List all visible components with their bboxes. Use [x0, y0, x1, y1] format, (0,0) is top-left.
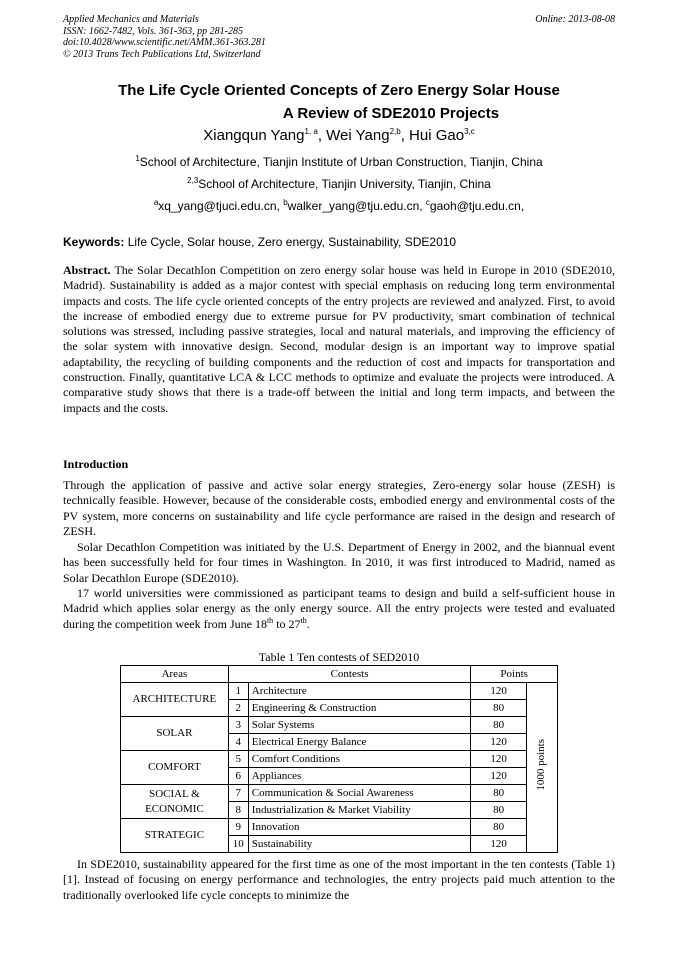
table-row: STRATEGIC 9 Innovation 80 — [121, 819, 558, 836]
closing-paragraph: In SDE2010, sustainability appeared for the first time as one of the most important in the ten contests (Table 1) [1]. Instead of focusing on energy performance and technologies, the entry projects paid much attention to the traditionally overlooked life cycle concepts to minimize the — [63, 857, 615, 902]
email-c: gaoh@tju.edu.cn, — [429, 199, 525, 213]
affiliation-1: $^1$School of Architecture, Tianjin Institute of Urban Construction, Tianjin, China — [135, 154, 543, 169]
table-row: ARCHITECTURE 1 Architecture 120 1000 points — [121, 683, 558, 700]
intro-paragraph-1: Through the application of passive and active solar energy strategies, Zero-energy solar house (ZESH) is technically feasible. However, because of the considerable costs, embodied energy and environmental costs of the PV system, more concerns on sustainability and life cycle performance are raised in the design and research of ZESH. — [63, 478, 615, 538]
total-points: 1000 points — [535, 739, 548, 791]
affiliation-2: $^{2,3}$School of Architecture, Tianjin University, Tianjin, China — [187, 176, 491, 191]
total-points-cell — [526, 683, 557, 853]
author-name: Wei Yang — [326, 127, 390, 144]
keywords-label: Keywords: — [63, 235, 125, 249]
issn-line: ISSN: 1662-7482, Vols. 361-363, pp 281-285 — [63, 25, 243, 37]
table-row: 8 Industrialization & Market Viability 80 — [121, 802, 558, 819]
table-row: 2 Engineering & Construction 80 — [121, 700, 558, 717]
abstract — [63, 263, 615, 416]
copyright-line: © 2013 Trans Tech Publications Ltd, Switzerland — [63, 48, 261, 60]
table-header-row — [121, 666, 558, 683]
author-name: Xiangqun Yang — [203, 127, 305, 144]
email-a: xq_yang@tjuci.edu.cn, — [158, 199, 284, 213]
doi-line: doi:10.4028/www.scientific.net/AMM.361-363.281 — [63, 37, 266, 48]
header-points: Points — [471, 666, 558, 683]
area-cell: STRATEGIC — [121, 819, 229, 853]
table-row: 6 Appliances 120 — [121, 768, 558, 785]
area-cell: ARCHITECTURE — [121, 683, 229, 717]
table-row: SOCIAL & ECONOMIC 7 Communication & Social Awareness 80 — [121, 785, 558, 802]
author-sup: 3,c — [464, 127, 475, 136]
paper-title-line-2: A Review of SDE2010 Projects — [282, 105, 500, 122]
email-list: $^a$xq_yang@tjuci.edu.cn, $^b$walker_yang@tju.edu.cn, $^c$gaoh@tju.edu.cn, — [153, 198, 525, 213]
table-caption: Table 1 Ten contests of SED2010 — [258, 650, 420, 664]
section-heading-introduction: Introduction — [63, 457, 129, 471]
journal-name: Applied Mechanics and Materials — [63, 14, 199, 25]
abstract-text: The Solar Decathlon Competition on zero energy solar house was held in Europe in 2010 (SDE2010, Madrid). Sustainability is added as a major contest with special emphasis on reducing long term environmental impacts and costs. The life cycle oriented concepts of the entry projects are reviewed and analyzed. First, to avoid the increase of embodied energy due to extreme pursue for PV productivity, smart combination of technical solutions was stressed, including passive strategies, local and natural materials, and improving the efficiency of the solar system with innovative design. Second, modular design is an important way to improve spatial adaptability, the recycling of building components and the reduction of cost and impacts for transportation and construction. Finally, quantitative LCA & LCC methods to optimize and evaluate the projects were introduced. A comparative study shows that there is a trade-off between the initial and long term impacts, and between the impacts and the costs. — [63, 263, 615, 415]
author-name: Hui Gao — [409, 127, 465, 144]
paper-title-line-1: The Life Cycle Oriented Concepts of Zero Energy Solar House — [118, 82, 560, 99]
table-row: COMFORT 5 Comfort Conditions 120 — [121, 751, 558, 768]
area-cell: SOCIAL & ECONOMIC — [121, 785, 229, 819]
area-cell: SOLAR — [121, 717, 229, 751]
table-row: 4 Electrical Energy Balance 120 — [121, 734, 558, 751]
author-list: Xiangqun Yang$^{1, a}$, Wei Yang$^{2,b}$, Hui Gao$^{3,c}$ — [203, 127, 475, 144]
author-sup: 2,b — [389, 127, 401, 136]
header-areas: Areas — [121, 666, 229, 683]
journal-header — [63, 14, 615, 60]
area-cell: COMFORT — [121, 751, 229, 785]
table-row: 10 Sustainability 120 — [121, 836, 558, 853]
online-date: Online: 2013-08-08 — [535, 14, 615, 25]
contests-table — [120, 665, 558, 853]
abstract-label: Abstract. — [63, 263, 111, 277]
table-row: SOLAR 3 Solar Systems 80 — [121, 717, 558, 734]
intro-paragraph-3: 17 world universities were commissioned as participant teams to design and build a self-sufficient house in Madrid which applies solar energy as the only energy source. All the entry projects were tested and evaluated during the competition week from June 18th to 27th. — [63, 586, 615, 631]
keywords-text: Life Cycle, Solar house, Zero energy, Sustainability, SDE2010 — [124, 235, 457, 249]
email-b: walker_yang@tju.edu.cn, — [287, 199, 426, 213]
intro-paragraph-2: Solar Decathlon Competition was initiated by the U.S. Department of Energy in 2002, and the biannual event has been successfully held for four times in Washington. In 2010, it was first introduced to Madrid, named as Solar Decathlon Europe (SDE2010). — [63, 540, 615, 585]
keywords — [63, 235, 615, 249]
author-sup: 1, a — [304, 127, 318, 136]
header-contests: Contests — [228, 666, 470, 683]
